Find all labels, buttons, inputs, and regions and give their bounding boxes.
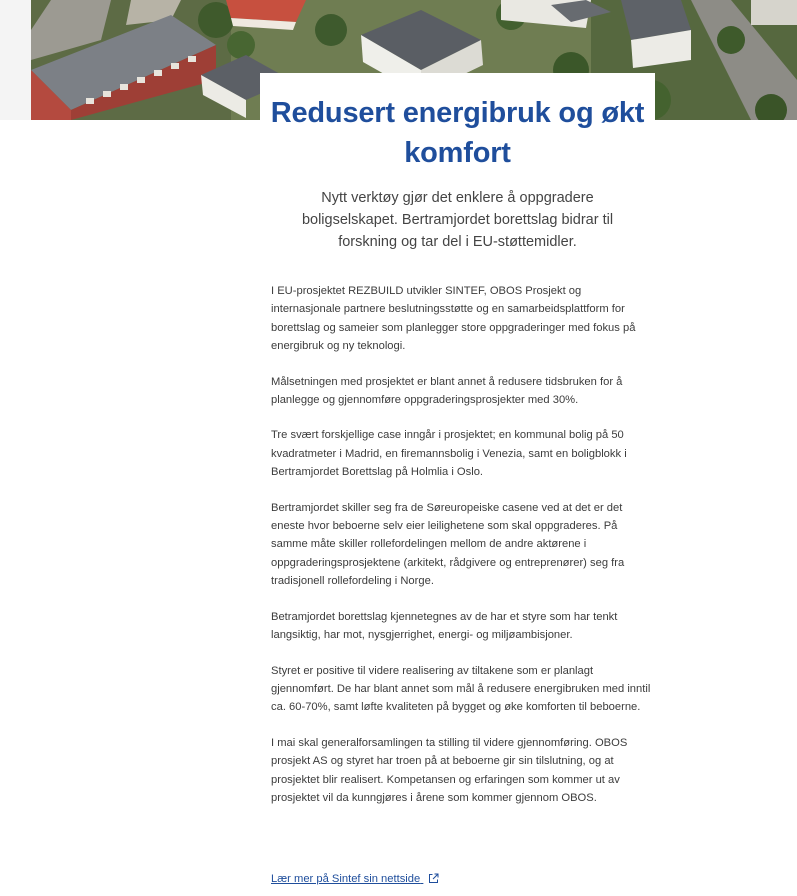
external-link-icon: [428, 873, 439, 884]
article-card: [260, 73, 655, 896]
article-title: Redusert energibruk og økt komfort: [270, 97, 645, 169]
article-paragraph: I mai skal generalforsamlingen ta stilling til videre gjennomføring. OBOS prosjekt AS og styret har troen på at beboerne gir sin tilslutning, og at prosjektet blir realisert. Kompetansen og erfaringen som kommer ut av prosjektet vil da kunngjøres i årene som kommer gjennom OBOS.: [271, 736, 628, 804]
article-lead: Nytt verktøy gjør det enklere å oppgradere boligselskapet. Bertramjordet borettslag bidrar til forskning og tar del i EU-støttemidler.: [301, 190, 614, 250]
article-paragraph: Bertramjordet skiller seg fra de Søreuropeiske casene ved at det er det eneste hvor beboerne selv eier leilighetene som skal oppgraderes. På samme måte skiller rollefordelingen mellom de andre aktørene i oppgraderingsprosjektene (arkitekt, rådgivere og entreprenører) seg fra tradisjonell rollefordeling i Norge.: [271, 501, 625, 588]
article-paragraph: Tre svært forskjellige case inngår i prosjektet; en kommunal bolig på 50 kvadratmeter i Madrid, en firemannsbolig i Venezia, samt en boligblokk i Bertramjordet Borettslag på Holmlia i Oslo.: [271, 429, 627, 479]
article-paragraph: Styret er positive til videre realisering av tiltakene som er planlagt gjennomført. De har blant annet som mål å redusere energibruken med inntil ca. 60-70%, samt løfte kvaliteten på bygget og øke komforten til beboerne.: [271, 664, 651, 714]
article-paragraph: I EU-prosjektet REZBUILD utvikler SINTEF, OBOS Prosjekt og internasjonale partnere beslutningsstøtte og en samarbeidsplattform for borettslag og sameier som planlegger store oppgraderinger med fokus på energibruk og ny teknologi.: [271, 285, 636, 353]
sintef-external-link[interactable]: [271, 870, 439, 888]
article-paragraph: Betramjordet borettslag kjennetegnes av de har et styre som har tenkt langsiktig, har mot, nysgjerrighet, energi- og miljøambisjoner.: [271, 610, 618, 642]
article-paragraph: Målsetningen med prosjektet er blant annet å redusere tidsbruken for å planlegge og gjennomføre oppgraderingsprosjekter med 30%.: [271, 375, 623, 407]
link-label: Lær mer på Sintef sin nettside: [271, 873, 421, 885]
article-body: [271, 282, 651, 824]
side-panel: [0, 0, 31, 120]
